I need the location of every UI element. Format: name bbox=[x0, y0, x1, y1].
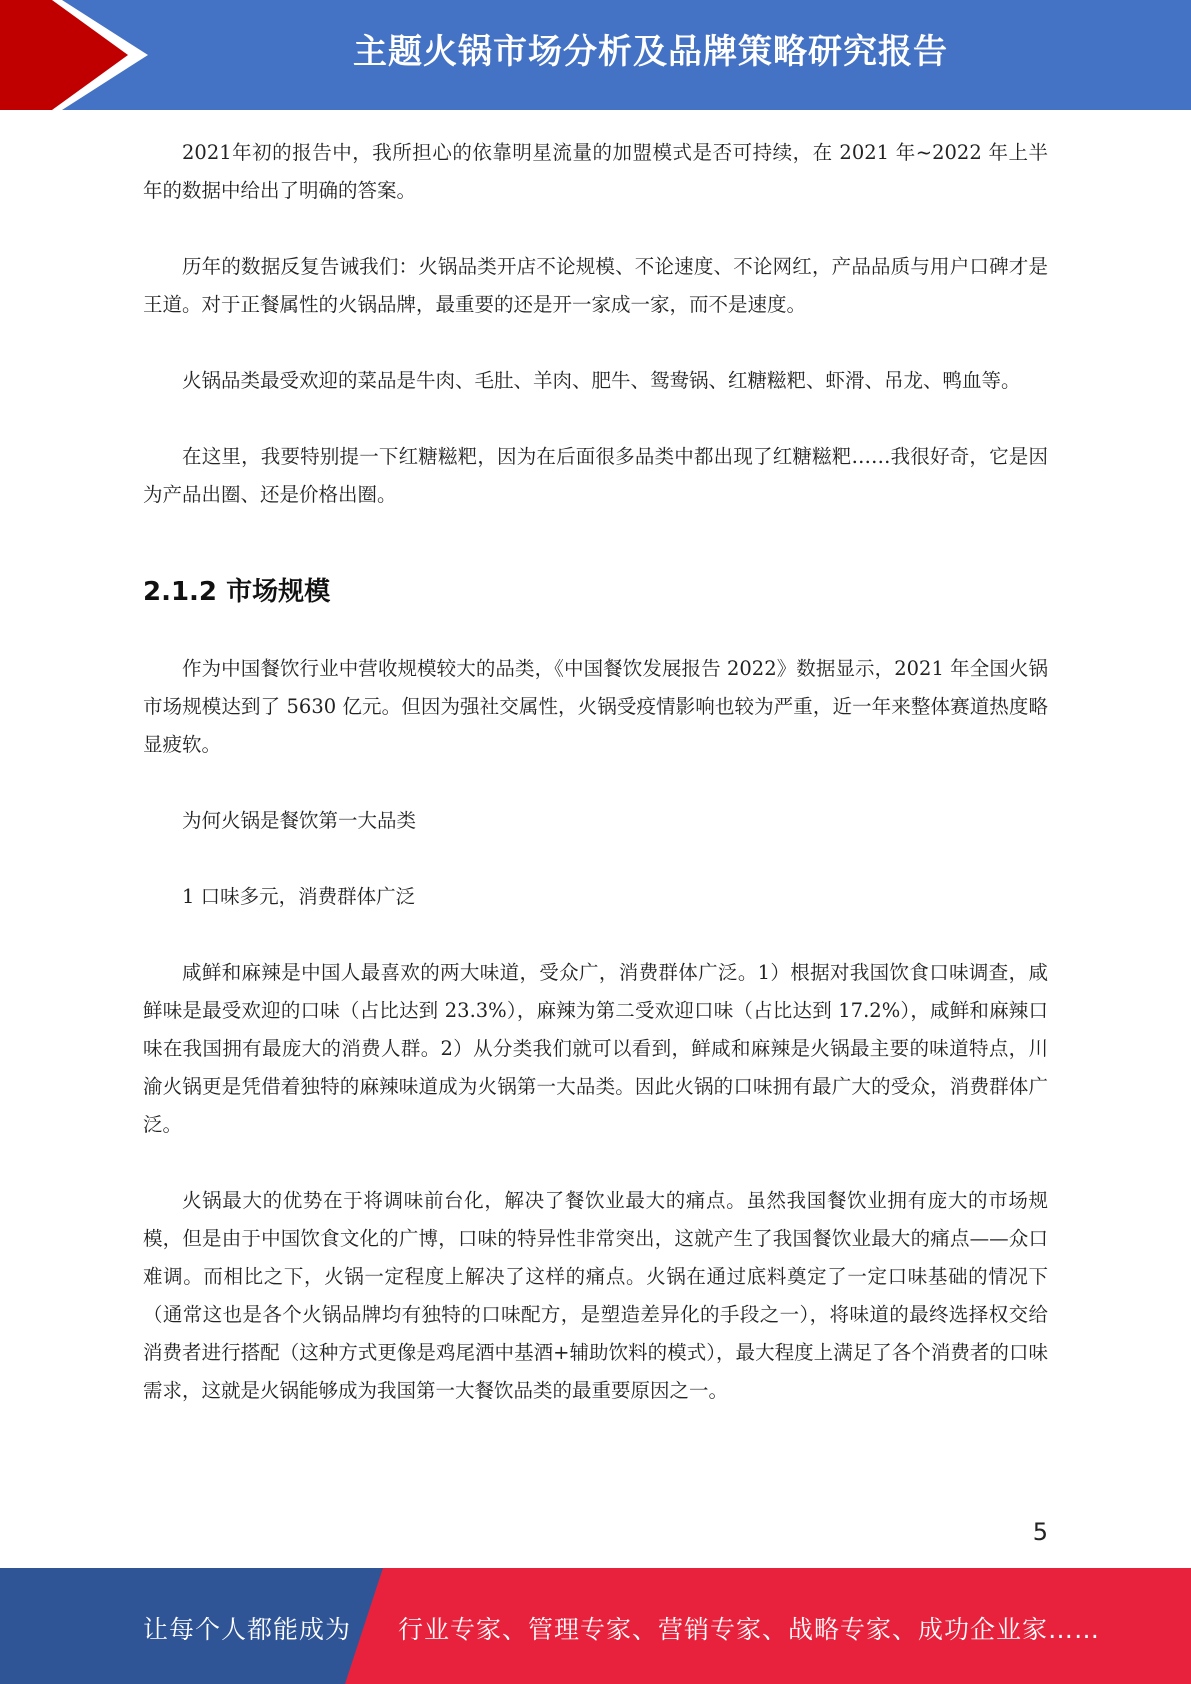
document-title: 主题火锅市场分析及品牌策略研究报告 bbox=[353, 32, 948, 72]
page-number: 5 bbox=[1032, 1518, 1048, 1546]
paragraph: 火锅品类最受欢迎的菜品是牛肉、毛肚、羊肉、肥牛、鸳鸯锅、红糖糍粑、虾滑、吊龙、鸭血等。 bbox=[182, 369, 1021, 392]
page-footer bbox=[0, 1568, 1191, 1684]
numbered-point: 1 口味多元，消费群体广泛 bbox=[182, 885, 416, 908]
section-heading: 2.1.2 市场规模 bbox=[143, 577, 331, 607]
paragraph: 历年的数据反复告诫我们：火锅品类开店不论规模、不论速度、不论网红，产品品质与用户口碑才是王道。对于正餐属性的火锅品牌，最重要的还是开一家成一家，而不是速度。 bbox=[143, 255, 1048, 316]
paragraph: 在这里，我要特别提一下红糖糍粑，因为在后面很多品类中都出现了红糖糍粑……我很好奇，它是因为产品出圈、还是价格出圈。 bbox=[143, 445, 1048, 506]
paragraph: 咸鲜和麻辣是中国人最喜欢的两大味道，受众广，消费群体广泛。1）根据对我国饮食口味调查，咸鲜味是最受欢迎的口味（占比达到 23.3%），麻辣为第二受欢迎口味（占比达到 17.2%），咸鲜和麻辣口味在我国拥有最庞大的消费人群。2）从分类我们就可以看到，鲜咸和麻辣是火锅最主要的味道特点，川渝火锅更是凭借着独特的麻辣味道成为火锅第一大品类。因此火锅的口味拥有最广大的受众，消费群体广泛。 bbox=[143, 961, 1048, 1136]
page-header bbox=[0, 0, 1191, 110]
paragraph: 作为中国餐饮行业中营收规模较大的品类，《中国餐饮发展报告 2022》数据显示，2021 年全国火锅市场规模达到了 5630 亿元。但因为强社交属性，火锅受疫情影响也较为严重，近一年来整体赛道热度略显疲软。 bbox=[143, 657, 1048, 756]
paragraph: 火锅最大的优势在于将调味前台化，解决了餐饮业最大的痛点。虽然我国餐饮业拥有庞大的市场规模，但是由于中国饮食文化的广博，口味的特异性非常突出，这就产生了我国餐饮业最大的痛点——众口难调。而相比之下，火锅一定程度上解决了这样的痛点。火锅在通过底料奠定了一定口味基础的情况下（通常这也是各个火锅品牌均有独特的口味配方，是塑造差异化的手段之一），将味道的最终选择权交给消费者进行搭配（这种方式更像是鸡尾酒中基酒+辅助饮料的模式），最大程度上满足了各个消费者的口味需求，这就是火锅能够成为我国第一大餐饮品类的最重要原因之一。 bbox=[143, 1189, 1048, 1402]
footer-slogan-right: 行业专家、管理专家、营销专家、战略专家、成功企业家…… bbox=[398, 1615, 1101, 1644]
paragraph: 2021年初的报告中，我所担心的依靠明星流量的加盟模式是否可持续，在 2021 年~2022 年上半年的数据中给出了明确的答案。 bbox=[143, 141, 1048, 202]
subheading-paragraph: 为何火锅是餐饮第一大品类 bbox=[182, 809, 417, 832]
footer-slogan-left: 让每个人都能成为 bbox=[143, 1615, 352, 1644]
main-content bbox=[143, 134, 1048, 1448]
